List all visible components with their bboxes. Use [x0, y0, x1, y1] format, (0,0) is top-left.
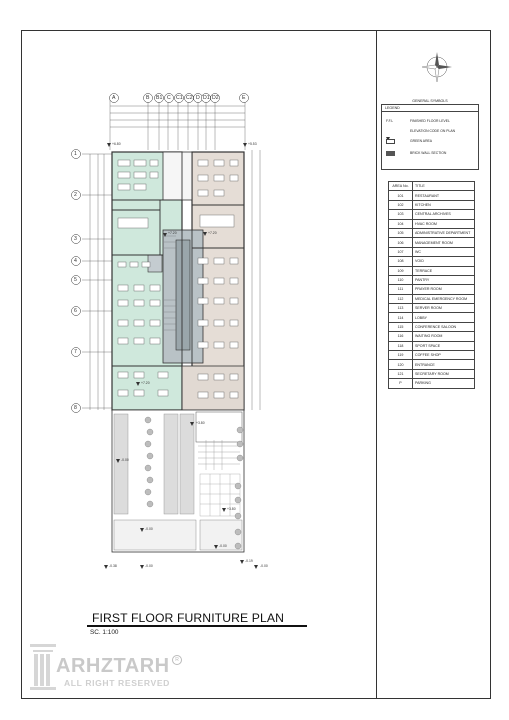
grid-row-label: 1	[74, 151, 77, 157]
table-row	[389, 313, 475, 322]
compass-north-icon	[420, 50, 454, 84]
grid-row-label: 4	[74, 258, 77, 264]
table-row	[389, 266, 475, 275]
column-header: TITLE	[413, 182, 475, 191]
area-title: SERVER ROOM	[413, 304, 475, 313]
area-title: PARKING	[413, 379, 475, 388]
area-title: ENTRANCE	[413, 360, 475, 369]
grid-col-label: D	[196, 95, 200, 101]
level-label: +7.20	[208, 231, 217, 235]
area-number: 106	[389, 238, 413, 247]
table-row	[389, 360, 475, 369]
area-title: TERRACE	[413, 266, 475, 275]
table-row	[389, 210, 475, 219]
grid-row-label: 8	[74, 405, 77, 411]
area-number: 116	[389, 332, 413, 341]
table-row	[389, 219, 475, 228]
area-number: 105	[389, 228, 413, 237]
area-number: 111	[389, 285, 413, 294]
legend-box	[381, 104, 479, 170]
level-label: +5.53	[248, 142, 257, 146]
drawing-title: FIRST FLOOR FURNITURE PLAN	[92, 611, 284, 625]
area-title: LOBBY	[413, 313, 475, 322]
table-row	[389, 200, 475, 209]
grid-row-label: 5	[74, 277, 77, 283]
table-row	[389, 322, 475, 331]
level-label: +7.20	[141, 381, 150, 385]
area-number: 114	[389, 313, 413, 322]
registered-mark: R	[172, 655, 182, 665]
table-row	[389, 351, 475, 360]
level-label: -0.00	[121, 458, 129, 462]
grid-col-label: E	[242, 95, 246, 101]
table-row	[389, 304, 475, 313]
area-number: P	[389, 379, 413, 388]
level-label: -0.00	[145, 564, 153, 568]
drawing-scale: SC. 1:100	[90, 629, 119, 636]
area-title: WAITING ROOM	[413, 332, 475, 341]
area-number: 103	[389, 210, 413, 219]
table-header-row	[389, 182, 475, 191]
area-title: SPORT SPACE	[413, 341, 475, 350]
legend-item-label: BRICK WALL SECTION	[410, 151, 447, 155]
table-row	[389, 247, 475, 256]
grid-col-label: A	[112, 95, 116, 101]
logo-tagline: ALL RIGHT RESERVED	[64, 678, 170, 688]
area-number: 104	[389, 219, 413, 228]
level-label: +3.80	[196, 421, 205, 425]
area-title: PRAYER ROOM	[413, 285, 475, 294]
table-row	[389, 228, 475, 237]
area-title: CENTRAL ARCHIVES	[413, 210, 475, 219]
level-label: -0.38	[109, 564, 117, 568]
area-number: 107	[389, 247, 413, 256]
level-marker-icon	[386, 129, 395, 134]
table-row	[389, 369, 475, 378]
grid-row-label: 7	[74, 349, 77, 355]
grid-col-label: C2	[186, 95, 193, 101]
area-number: 109	[389, 266, 413, 275]
area-title: KITCHEN	[413, 200, 475, 209]
grid-row-label: 6	[74, 308, 77, 314]
grid-col-label: D1	[203, 95, 210, 101]
grid-col-label: B1	[156, 95, 163, 101]
title-underline	[87, 625, 307, 627]
table-row	[389, 285, 475, 294]
area-title: CONFERENCE SALOON	[413, 322, 475, 331]
area-table-body	[389, 191, 475, 388]
grid-col-label: C	[167, 95, 171, 101]
area-title: PANTRY	[413, 275, 475, 284]
legend-symbol-text: F.F.L	[386, 119, 394, 123]
area-title: VOID	[413, 257, 475, 266]
level-label: +6.80	[112, 142, 121, 146]
table-row	[389, 341, 475, 350]
table-row	[389, 294, 475, 303]
area-number: 115	[389, 322, 413, 331]
grid-col-label: D2	[212, 95, 219, 101]
green-area-swatch	[386, 139, 395, 144]
legend-title: LEGEND	[382, 105, 478, 112]
area-number: 118	[389, 341, 413, 350]
legend-item-label: FINISHED FLOOR LEVEL	[410, 119, 450, 123]
area-number: 121	[389, 369, 413, 378]
brick-wall-swatch	[386, 151, 395, 156]
area-number: 110	[389, 275, 413, 284]
area-title: ADMINISTRATIVE DEPARTMENT	[413, 228, 475, 237]
legend-header: GENERAL SYMBOLS	[412, 99, 448, 103]
legend-item-label: ELEVATION CODE ON PLAN	[410, 129, 456, 133]
level-label: -0.19	[245, 559, 253, 563]
area-title: WC	[413, 247, 475, 256]
area-schedule-table	[388, 181, 475, 389]
grid-row-label: 2	[74, 192, 77, 198]
table-row	[389, 332, 475, 341]
table-row	[389, 257, 475, 266]
level-label: +7.20	[168, 231, 177, 235]
level-label: +3.80	[227, 507, 236, 511]
area-number: 102	[389, 200, 413, 209]
grid-row-label: 3	[74, 236, 77, 242]
area-number: 108	[389, 257, 413, 266]
logo-wordmark: ARHZTARH	[56, 655, 170, 677]
legend-item-label: GREEN AREA	[410, 139, 433, 143]
grid-col-label: C1	[176, 95, 183, 101]
area-title: RESTAURANT	[413, 191, 475, 200]
table-row	[389, 275, 475, 284]
area-title: HVAC ROOM	[413, 219, 475, 228]
level-label: -0.00	[145, 527, 153, 531]
area-title: MANAGEMENT ROOM	[413, 238, 475, 247]
column-header: AREA No.	[389, 182, 413, 191]
level-label: -0.00	[219, 544, 227, 548]
area-number: 112	[389, 294, 413, 303]
area-number: 120	[389, 360, 413, 369]
area-number: 113	[389, 304, 413, 313]
grid-col-label: B	[146, 95, 150, 101]
area-title: COFFEE SHOP	[413, 351, 475, 360]
area-number: 101	[389, 191, 413, 200]
area-number: 119	[389, 351, 413, 360]
area-title: SECRETARY ROOM	[413, 369, 475, 378]
table-row	[389, 191, 475, 200]
area-title: MEDICAL EMERGENCY ROOM	[413, 294, 475, 303]
table-row	[389, 238, 475, 247]
level-label: -0.00	[260, 564, 268, 568]
table-row	[389, 379, 475, 388]
